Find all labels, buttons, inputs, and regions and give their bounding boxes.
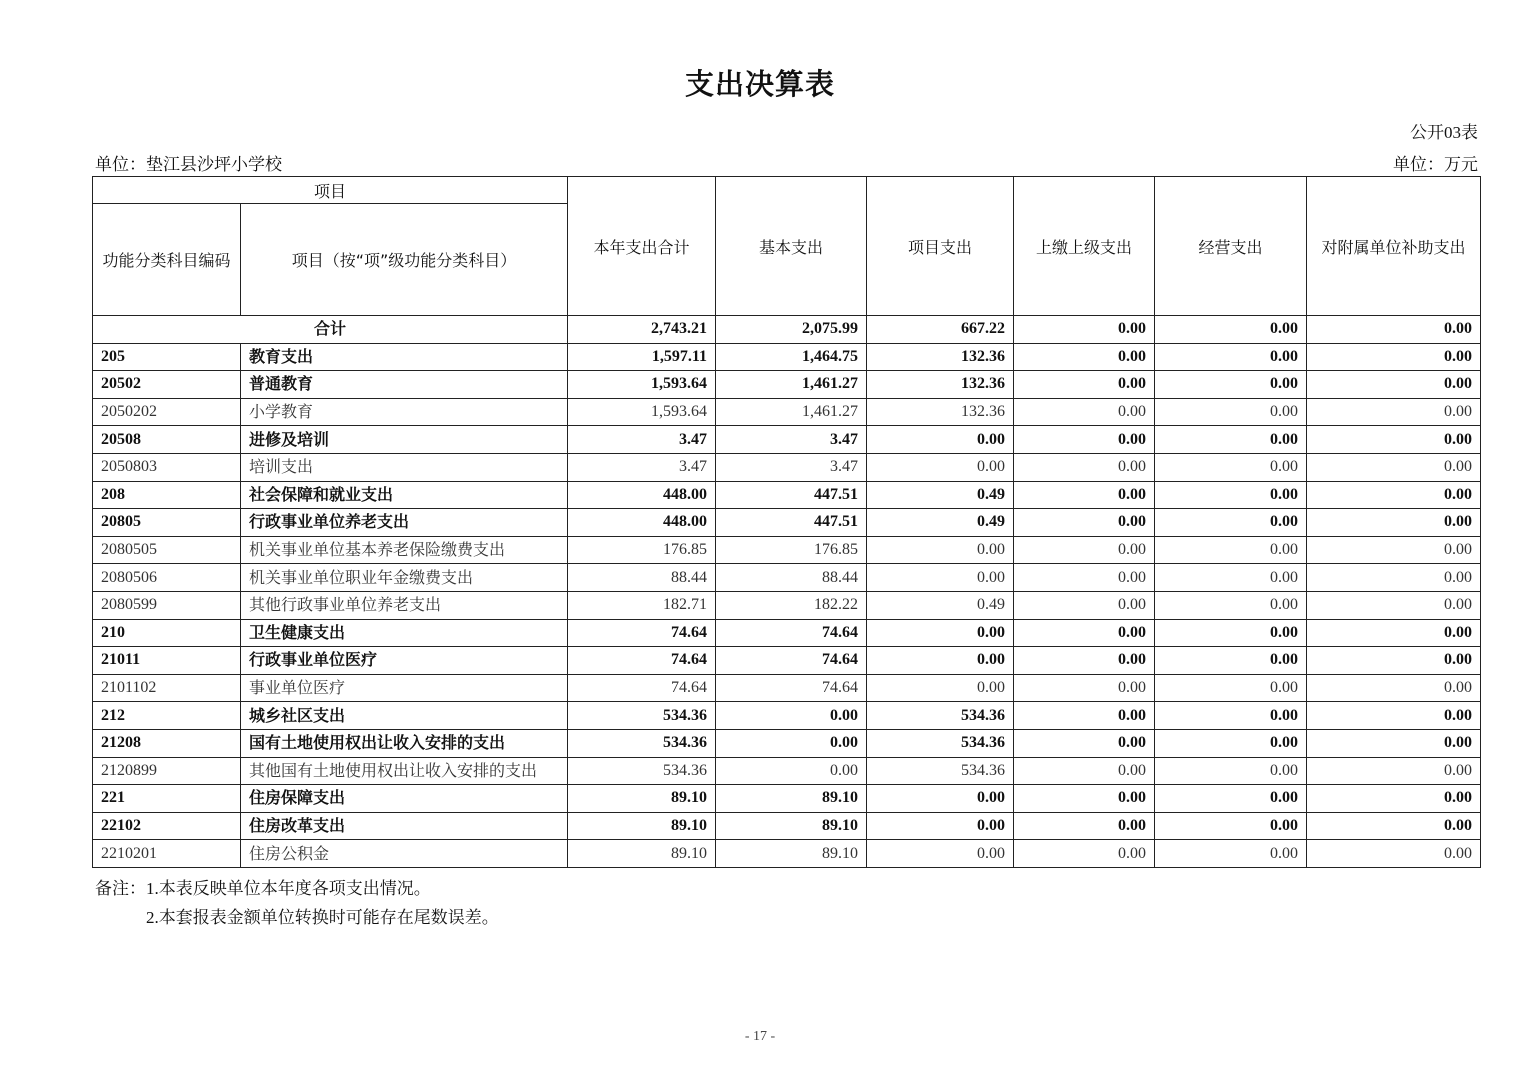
subsidy-cell: 0.00 <box>1307 343 1481 371</box>
code-cell: 205 <box>93 343 241 371</box>
subsidy-cell: 0.00 <box>1307 840 1481 868</box>
business-cell: 0.00 <box>1155 647 1307 675</box>
business-cell: 0.00 <box>1155 453 1307 481</box>
total-cell: 534.36 <box>568 702 716 730</box>
subsidy-cell: 0.00 <box>1307 674 1481 702</box>
upper-cell: 0.00 <box>1014 481 1155 509</box>
table-row <box>93 564 1481 592</box>
upper-cell: 0.00 <box>1014 453 1155 481</box>
project-cell: 0.49 <box>867 481 1014 509</box>
form-number: 公开03表 <box>1410 123 1478 142</box>
subsidy-cell: 0.00 <box>1307 757 1481 785</box>
name-cell: 城乡社区支出 <box>241 702 568 730</box>
business-cell: 0.00 <box>1155 343 1307 371</box>
project-cell: 132.36 <box>867 343 1014 371</box>
subsidy-cell: 0.00 <box>1307 647 1481 675</box>
project-cell: 132.36 <box>867 398 1014 426</box>
header-upper: 上缴上级支出 <box>1014 177 1155 316</box>
subsidy-cell: 0.00 <box>1307 591 1481 619</box>
business-cell: 0.00 <box>1155 564 1307 592</box>
business-cell: 0.00 <box>1155 481 1307 509</box>
table-row <box>93 453 1481 481</box>
upper-cell: 0.00 <box>1014 536 1155 564</box>
upper-cell: 0.00 <box>1014 812 1155 840</box>
header-business: 经营支出 <box>1155 177 1307 316</box>
table-row <box>93 619 1481 647</box>
name-cell: 教育支出 <box>241 343 568 371</box>
table-row <box>93 371 1481 399</box>
business-cell: 0.00 <box>1155 398 1307 426</box>
project-cell: 0.00 <box>867 564 1014 592</box>
project-cell: 534.36 <box>867 757 1014 785</box>
table-row <box>93 812 1481 840</box>
total-cell: 1,597.11 <box>568 343 716 371</box>
amount-unit: 单位：万元 <box>1393 155 1478 174</box>
business-cell: 0.00 <box>1155 757 1307 785</box>
total-label: 合计 <box>93 316 568 344</box>
code-cell: 2080599 <box>93 591 241 619</box>
business-cell: 0.00 <box>1155 426 1307 454</box>
code-cell: 2080505 <box>93 536 241 564</box>
table-row <box>93 398 1481 426</box>
upper-cell: 0.00 <box>1014 840 1155 868</box>
note-2: 2.本套报表金额单位转换时可能存在尾数误差。 <box>146 908 499 927</box>
basic-cell: 0.00 <box>716 757 867 785</box>
subsidy-cell: 0.00 <box>1307 371 1481 399</box>
total-cell: 89.10 <box>568 785 716 813</box>
code-cell: 21208 <box>93 729 241 757</box>
project-cell: 534.36 <box>867 729 1014 757</box>
business-cell: 0.00 <box>1155 536 1307 564</box>
code-cell: 20502 <box>93 371 241 399</box>
total-cell: 89.10 <box>568 812 716 840</box>
basic-cell: 74.64 <box>716 674 867 702</box>
name-cell: 社会保障和就业支出 <box>241 481 568 509</box>
upper-cell: 0.00 <box>1014 591 1155 619</box>
upper-cell: 0.00 <box>1014 316 1155 344</box>
code-cell: 210 <box>93 619 241 647</box>
project-cell: 0.00 <box>867 647 1014 675</box>
business-cell: 0.00 <box>1155 619 1307 647</box>
project-cell: 534.36 <box>867 702 1014 730</box>
name-cell: 进修及培训 <box>241 426 568 454</box>
total-cell: 534.36 <box>568 729 716 757</box>
code-cell: 21011 <box>93 647 241 675</box>
header-subsidy: 对附属单位补助支出 <box>1307 177 1481 316</box>
code-cell: 221 <box>93 785 241 813</box>
table-row <box>93 647 1481 675</box>
project-cell: 0.00 <box>867 840 1014 868</box>
name-cell: 住房保障支出 <box>241 785 568 813</box>
basic-cell: 74.64 <box>716 647 867 675</box>
total-cell: 3.47 <box>568 453 716 481</box>
total-cell: 182.71 <box>568 591 716 619</box>
header-total: 本年支出合计 <box>568 177 716 316</box>
total-cell: 2,743.21 <box>568 316 716 344</box>
upper-cell: 0.00 <box>1014 426 1155 454</box>
basic-cell: 182.22 <box>716 591 867 619</box>
subsidy-cell: 0.00 <box>1307 481 1481 509</box>
code-cell: 208 <box>93 481 241 509</box>
subsidy-cell: 0.00 <box>1307 619 1481 647</box>
table-row <box>93 729 1481 757</box>
table-row <box>93 481 1481 509</box>
header-name: 项目（按“项”级功能分类科目） <box>241 204 568 316</box>
subsidy-cell: 0.00 <box>1307 398 1481 426</box>
basic-cell: 1,461.27 <box>716 371 867 399</box>
note-1: 备注：1.本表反映单位本年度各项支出情况。 <box>95 879 431 898</box>
project-cell: 0.00 <box>867 453 1014 481</box>
business-cell: 0.00 <box>1155 702 1307 730</box>
upper-cell: 0.00 <box>1014 371 1155 399</box>
table-row <box>93 785 1481 813</box>
table-row <box>93 536 1481 564</box>
basic-cell: 2,075.99 <box>716 316 867 344</box>
total-cell: 89.10 <box>568 840 716 868</box>
code-cell: 2120899 <box>93 757 241 785</box>
table-row <box>93 591 1481 619</box>
subsidy-cell: 0.00 <box>1307 509 1481 537</box>
total-row <box>93 316 1481 344</box>
subsidy-cell: 0.00 <box>1307 564 1481 592</box>
subsidy-cell: 0.00 <box>1307 426 1481 454</box>
basic-cell: 3.47 <box>716 453 867 481</box>
project-cell: 667.22 <box>867 316 1014 344</box>
name-cell: 住房公积金 <box>241 840 568 868</box>
basic-cell: 176.85 <box>716 536 867 564</box>
business-cell: 0.00 <box>1155 812 1307 840</box>
code-cell: 20805 <box>93 509 241 537</box>
name-cell: 行政事业单位养老支出 <box>241 509 568 537</box>
subsidy-cell: 0.00 <box>1307 729 1481 757</box>
name-cell: 行政事业单位医疗 <box>241 647 568 675</box>
basic-cell: 88.44 <box>716 564 867 592</box>
code-cell: 2050803 <box>93 453 241 481</box>
name-cell: 国有土地使用权出让收入安排的支出 <box>241 729 568 757</box>
upper-cell: 0.00 <box>1014 647 1155 675</box>
total-cell: 88.44 <box>568 564 716 592</box>
header-project: 项目支出 <box>867 177 1014 316</box>
basic-cell: 74.64 <box>716 619 867 647</box>
subsidy-cell: 0.00 <box>1307 536 1481 564</box>
subsidy-cell: 0.00 <box>1307 702 1481 730</box>
upper-cell: 0.00 <box>1014 702 1155 730</box>
name-cell: 事业单位医疗 <box>241 674 568 702</box>
code-cell: 22102 <box>93 812 241 840</box>
basic-cell: 89.10 <box>716 785 867 813</box>
name-cell: 其他行政事业单位养老支出 <box>241 591 568 619</box>
name-cell: 培训支出 <box>241 453 568 481</box>
basic-cell: 447.51 <box>716 481 867 509</box>
code-cell: 20508 <box>93 426 241 454</box>
total-cell: 448.00 <box>568 481 716 509</box>
total-cell: 1,593.64 <box>568 371 716 399</box>
business-cell: 0.00 <box>1155 509 1307 537</box>
business-cell: 0.00 <box>1155 729 1307 757</box>
name-cell: 小学教育 <box>241 398 568 426</box>
upper-cell: 0.00 <box>1014 509 1155 537</box>
name-cell: 机关事业单位职业年金缴费支出 <box>241 564 568 592</box>
table-row <box>93 426 1481 454</box>
page-number: - 17 - <box>744 1029 776 1044</box>
project-cell: 0.49 <box>867 509 1014 537</box>
business-cell: 0.00 <box>1155 840 1307 868</box>
total-cell: 1,593.64 <box>568 398 716 426</box>
basic-cell: 89.10 <box>716 812 867 840</box>
table-row <box>93 674 1481 702</box>
project-cell: 0.49 <box>867 591 1014 619</box>
upper-cell: 0.00 <box>1014 785 1155 813</box>
total-cell: 3.47 <box>568 426 716 454</box>
upper-cell: 0.00 <box>1014 343 1155 371</box>
project-cell: 0.00 <box>867 812 1014 840</box>
project-cell: 132.36 <box>867 371 1014 399</box>
table-row <box>93 702 1481 730</box>
reporting-unit: 单位：垫江县沙坪小学校 <box>95 155 282 174</box>
expenditure-table <box>92 176 1481 868</box>
code-cell: 2210201 <box>93 840 241 868</box>
upper-cell: 0.00 <box>1014 619 1155 647</box>
name-cell: 普通教育 <box>241 371 568 399</box>
code-cell: 2080506 <box>93 564 241 592</box>
table-row <box>93 840 1481 868</box>
upper-cell: 0.00 <box>1014 757 1155 785</box>
project-cell: 0.00 <box>867 426 1014 454</box>
subsidy-cell: 0.00 <box>1307 812 1481 840</box>
code-cell: 2101102 <box>93 674 241 702</box>
subsidy-cell: 0.00 <box>1307 785 1481 813</box>
name-cell: 机关事业单位基本养老保险缴费支出 <box>241 536 568 564</box>
basic-cell: 3.47 <box>716 426 867 454</box>
business-cell: 0.00 <box>1155 785 1307 813</box>
table-row <box>93 509 1481 537</box>
upper-cell: 0.00 <box>1014 674 1155 702</box>
project-cell: 0.00 <box>867 619 1014 647</box>
project-cell: 0.00 <box>867 536 1014 564</box>
page-title: 支出决算表 <box>684 67 835 101</box>
name-cell: 卫生健康支出 <box>241 619 568 647</box>
total-cell: 74.64 <box>568 674 716 702</box>
basic-cell: 1,464.75 <box>716 343 867 371</box>
business-cell: 0.00 <box>1155 316 1307 344</box>
upper-cell: 0.00 <box>1014 398 1155 426</box>
table-row <box>93 757 1481 785</box>
total-cell: 534.36 <box>568 757 716 785</box>
basic-cell: 1,461.27 <box>716 398 867 426</box>
basic-cell: 0.00 <box>716 702 867 730</box>
upper-cell: 0.00 <box>1014 564 1155 592</box>
business-cell: 0.00 <box>1155 591 1307 619</box>
code-cell: 2050202 <box>93 398 241 426</box>
basic-cell: 89.10 <box>716 840 867 868</box>
business-cell: 0.00 <box>1155 371 1307 399</box>
total-cell: 176.85 <box>568 536 716 564</box>
business-cell: 0.00 <box>1155 674 1307 702</box>
header-project-group: 项目 <box>93 177 568 204</box>
total-cell: 74.64 <box>568 619 716 647</box>
name-cell: 其他国有土地使用权出让收入安排的支出 <box>241 757 568 785</box>
header-basic: 基本支出 <box>716 177 867 316</box>
total-cell: 448.00 <box>568 509 716 537</box>
subsidy-cell: 0.00 <box>1307 453 1481 481</box>
subsidy-cell: 0.00 <box>1307 316 1481 344</box>
upper-cell: 0.00 <box>1014 729 1155 757</box>
total-cell: 74.64 <box>568 647 716 675</box>
project-cell: 0.00 <box>867 785 1014 813</box>
basic-cell: 0.00 <box>716 729 867 757</box>
project-cell: 0.00 <box>867 674 1014 702</box>
basic-cell: 447.51 <box>716 509 867 537</box>
table-row <box>93 343 1481 371</box>
code-cell: 212 <box>93 702 241 730</box>
name-cell: 住房改革支出 <box>241 812 568 840</box>
header-code: 功能分类科目编码 <box>93 204 241 316</box>
